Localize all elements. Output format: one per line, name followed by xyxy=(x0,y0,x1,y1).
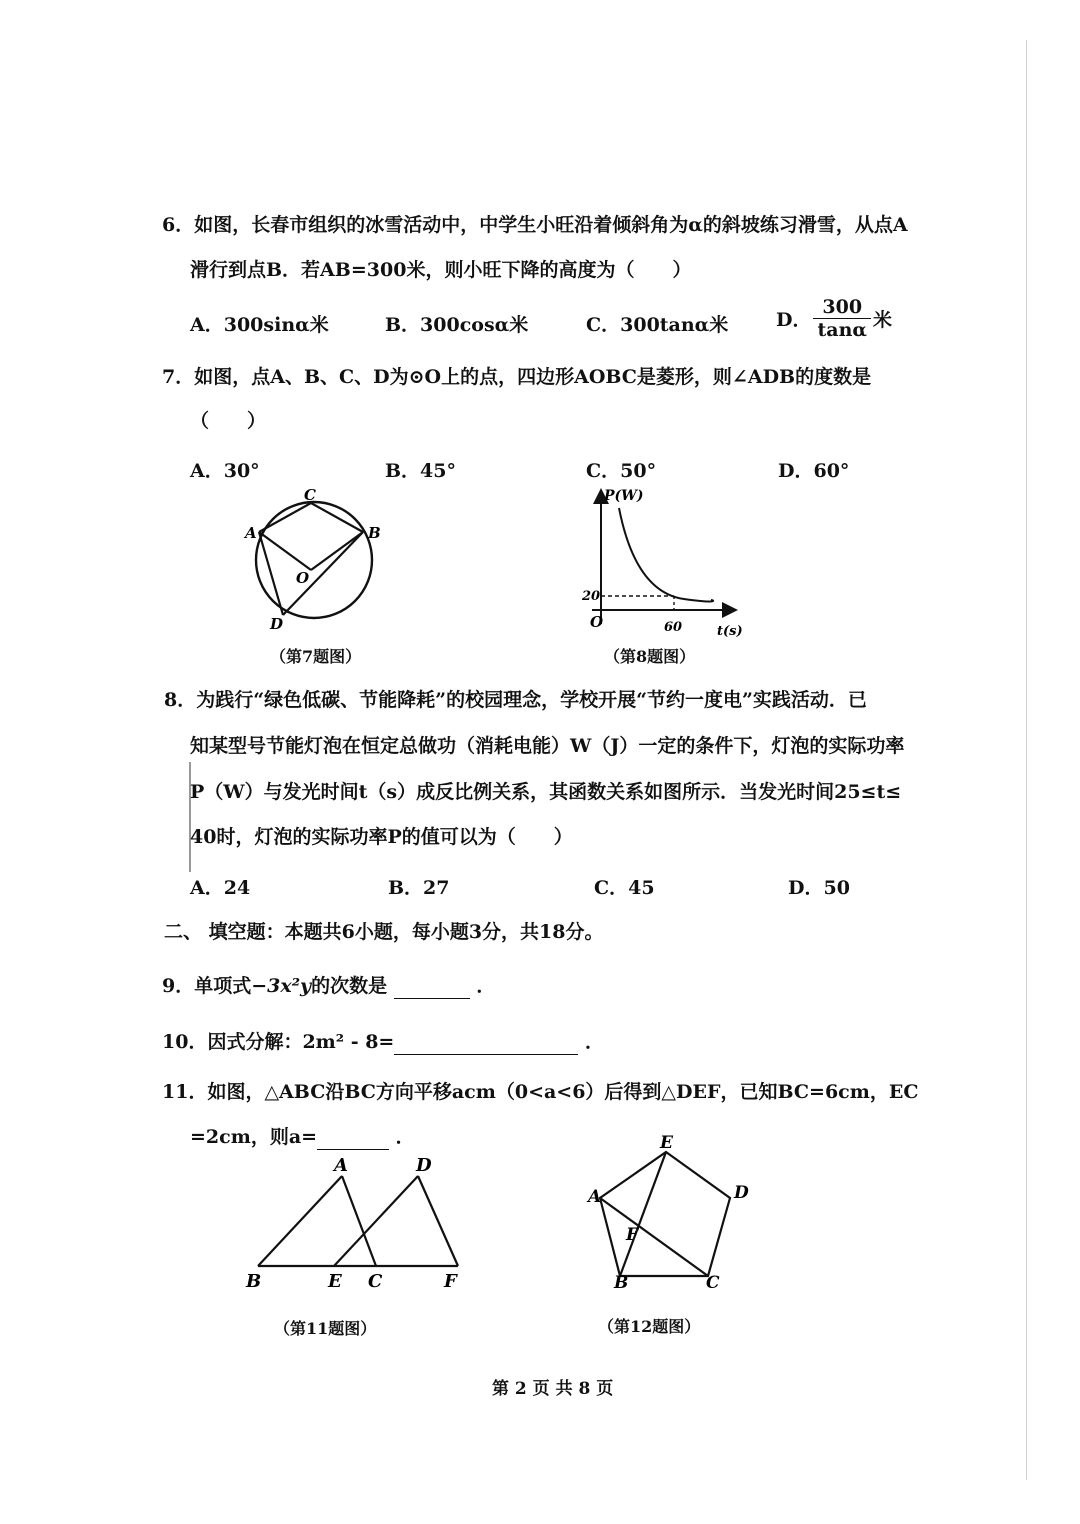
label-a: A xyxy=(588,1187,602,1207)
fraction-numerator: 300 xyxy=(813,296,871,319)
q8-option-b: B．27 xyxy=(388,877,450,899)
figure-8-graph xyxy=(574,484,744,644)
figure-12-caption: （第12题图） xyxy=(598,1317,701,1336)
q8-line-4: 40时，灯泡的实际功率P的值可以为（ ） xyxy=(190,826,573,848)
q8-option-c: C．45 xyxy=(594,877,655,899)
q11-answer-blank[interactable] xyxy=(317,1131,389,1150)
label-b: B xyxy=(614,1273,629,1292)
figure-12-diagram xyxy=(580,1130,756,1292)
label-d: D xyxy=(416,1155,432,1176)
segment-df xyxy=(418,1176,458,1266)
q6-option-d xyxy=(776,296,892,341)
label-b: B xyxy=(368,524,381,542)
q11-line-1: 11．如图，△ABC沿BC方向平移acm（0<a<6）后得到△DEF，已知BC=6cm，EC xyxy=(162,1081,919,1103)
q7-option-c: C．50° xyxy=(586,460,657,482)
inverse-curve xyxy=(619,508,713,602)
q7-option-b: B．45° xyxy=(385,460,456,482)
q7-option-d: D．60° xyxy=(778,460,850,482)
y-axis-label: P(W) xyxy=(604,488,644,504)
q9-line xyxy=(162,973,495,999)
label-e: E xyxy=(328,1271,342,1292)
segment-ab xyxy=(258,1176,342,1266)
page-footer: 第 2 页 共 8 页 xyxy=(492,1379,614,1399)
label-f: F xyxy=(626,1225,639,1245)
q6-option-c: C．300tanα米 xyxy=(586,314,729,336)
section-2-title: 二、 填空题：本题共6小题，每小题3分，共18分。 xyxy=(164,921,604,943)
scan-edge-line xyxy=(1026,40,1027,1480)
q8-option-d: D．50 xyxy=(788,877,850,899)
q9-end: ． xyxy=(476,975,496,997)
x-tick-label: 60 xyxy=(664,620,683,635)
label-f: F xyxy=(444,1271,457,1292)
q11-line-2 xyxy=(190,1124,415,1150)
q8-option-a: A．24 xyxy=(190,877,251,899)
q6-option-d-label: D． xyxy=(776,309,812,331)
q9-prefix: 9．单项式 xyxy=(162,975,252,997)
q7-line-1: 7．如图，点A、B、C、D为⊙O上的点，四边形AOBC是菱形，则∠ADB的度数是 xyxy=(162,366,872,388)
diagonal-eb xyxy=(620,1152,666,1276)
q8-line-1: 8．为践行“绿色低碳、节能降耗”的校园理念，学校开展“节约一度电”实践活动．已 xyxy=(164,689,867,711)
figure-7-caption: （第7题图） xyxy=(270,647,362,666)
q6-line-1: 6．如图，长春市组织的冰雪活动中，中学生小旺沿着倾斜角为α的斜坡练习滑雪，从点A xyxy=(162,214,908,236)
figure-7-diagram xyxy=(238,482,388,632)
figure-8-caption: （第8题图） xyxy=(604,647,696,666)
y-tick-label: 20 xyxy=(582,589,601,604)
q10-line xyxy=(162,1029,604,1055)
label-o: O xyxy=(296,569,310,587)
q6-option-d-fraction xyxy=(813,296,871,341)
label-d: D xyxy=(270,615,284,632)
origin-label: O xyxy=(590,613,604,631)
fraction-denominator: tanα xyxy=(817,319,868,341)
label-d: D xyxy=(734,1183,749,1203)
label-a: A xyxy=(334,1155,348,1176)
q8-line-3: P（W）与发光时间t（s）成反比例关系，其函数关系如图所示．当发光时间25≤t≤ xyxy=(190,781,902,803)
q9-answer-blank[interactable] xyxy=(394,980,470,999)
circle-o xyxy=(256,502,372,618)
q10-end: ． xyxy=(584,1031,604,1053)
segment-bo xyxy=(311,532,363,570)
q11-end: ． xyxy=(395,1126,415,1148)
figure-11-caption: （第11题图） xyxy=(274,1319,377,1338)
pentagon-abcde xyxy=(600,1152,730,1276)
q6-option-a: A．300sinα米 xyxy=(190,314,329,336)
x-axis-label: t(s) xyxy=(717,624,743,639)
figure-11-diagram xyxy=(240,1154,470,1296)
q10-answer-blank[interactable] xyxy=(394,1036,578,1055)
q11-prefix: =2cm，则a= xyxy=(190,1126,318,1148)
label-e: E xyxy=(660,1133,673,1153)
label-c: C xyxy=(368,1271,383,1292)
q7-line-2: （ ） xyxy=(190,410,267,432)
label-a: A xyxy=(245,524,257,542)
q6-line-2: 滑行到点B．若AB=300米，则小旺下降的高度为（ ） xyxy=(190,259,692,281)
q9-suffix: 的次数是 xyxy=(311,975,388,997)
q8-line-2: 知某型号节能灯泡在恒定总做功（消耗电能）W（J）一定的条件下，灯泡的实际功率 xyxy=(190,735,905,757)
segment-ad xyxy=(259,532,283,615)
q7-option-a: A．30° xyxy=(190,460,260,482)
q6-option-d-unit: 米 xyxy=(873,309,893,331)
segment-bd xyxy=(283,532,363,615)
label-c: C xyxy=(304,486,316,504)
segment-ca xyxy=(259,503,311,532)
segment-ao xyxy=(259,532,311,570)
label-b: B xyxy=(246,1271,262,1292)
label-c: C xyxy=(706,1273,720,1292)
q10-prefix: 10．因式分解：2m² - 8= xyxy=(162,1031,395,1053)
q9-expression: −3x²y xyxy=(251,975,312,997)
q6-option-b: B．300cosα米 xyxy=(385,314,529,336)
